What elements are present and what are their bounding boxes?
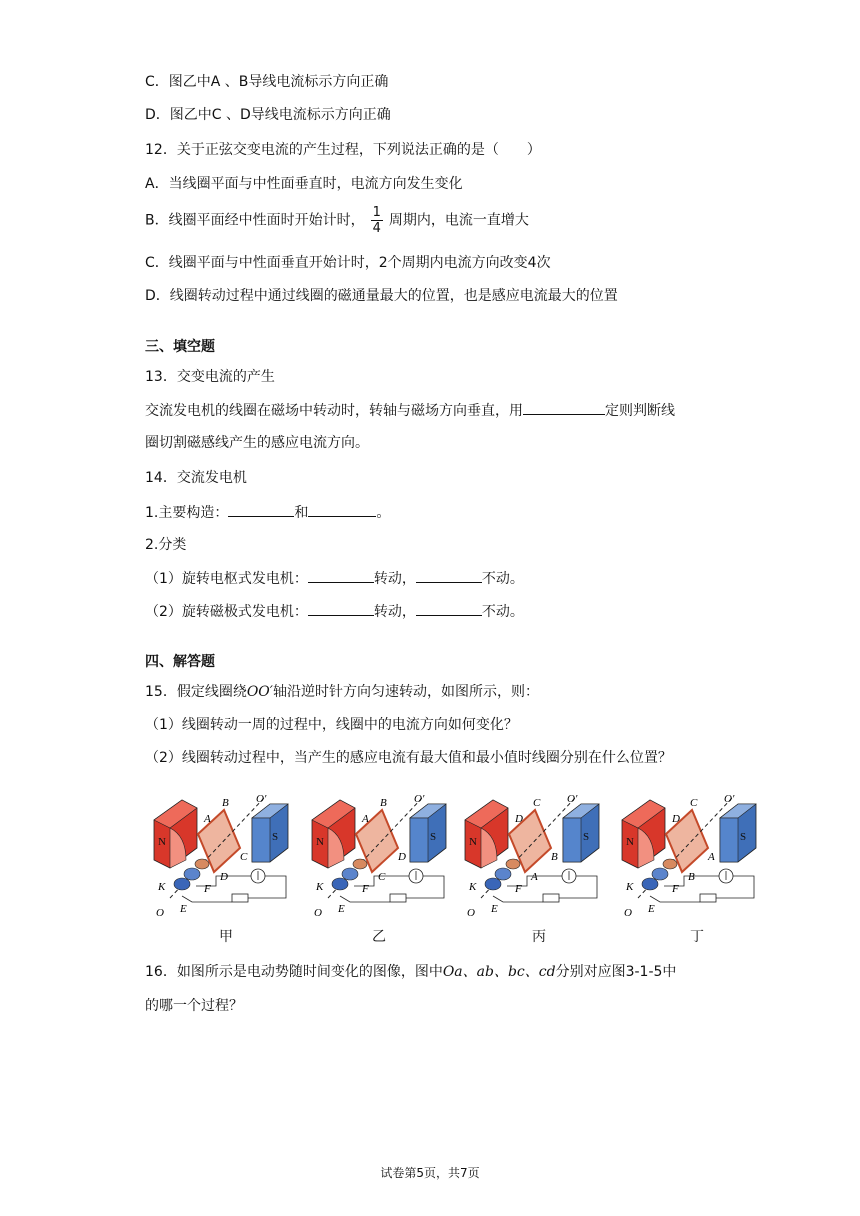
brush-e-label: E — [491, 903, 498, 915]
answer-blank — [308, 502, 376, 517]
q14-sub-1: （1）旋转电枢式发电机： 转动， 不动。 — [145, 568, 524, 589]
q11-option-c: C．图乙中A 、B导线电流标示方向正确 — [145, 74, 389, 90]
coil-corner-label: B — [380, 797, 387, 809]
section-3-title: 三、填空题 — [145, 339, 215, 355]
n-pole-label: N — [626, 836, 634, 848]
coil-corner-label: D — [672, 813, 680, 825]
axis-label: O′ — [724, 793, 735, 805]
q13-stem: 13．交变电流的产生 — [145, 369, 275, 385]
resistor — [390, 894, 406, 902]
q15-sub-1: （1）线圈转动一周的过程中，线圈中的电流方向如何变化？ — [145, 717, 518, 733]
q13-text-2: 圈切割磁感线产生的感应电流方向。 — [145, 435, 369, 451]
q11-option-d: D．图乙中C 、D导线电流标示方向正确 — [145, 107, 391, 123]
coil-corner-label: A — [362, 813, 369, 825]
s-pole-label: S — [430, 831, 437, 843]
q14-sub-2: （2）旋转磁极式发电机： 转动， 不动。 — [145, 601, 524, 622]
q14-item-1: 1.主要构造： 和 。 — [145, 502, 390, 523]
q12-stem: 12．关于正弦交变电流的产生过程，下列说法正确的是（ ） — [145, 142, 541, 158]
brush-f-label: F — [204, 883, 211, 895]
brush-e-label: E — [338, 903, 345, 915]
coil-corner-label: C — [378, 871, 386, 883]
q16-text-2: 的哪一个过程？ — [145, 998, 243, 1014]
brush-k-label: K — [626, 881, 634, 893]
coil-corner-label: A — [204, 813, 211, 825]
figure-caption-yi: 乙 — [372, 929, 386, 945]
q12-option-b: B．线圈平面经中性面时开始计时， $\frac{1}{4}$ 周期内，电流一直增大 — [145, 205, 529, 236]
origin-label: O — [467, 907, 475, 919]
axis-label: O′ — [567, 793, 578, 805]
q12-option-d: D．线圈转动过程中通过线圈的磁通量最大的位置，也是感应电流最大的位置 — [145, 288, 618, 304]
figure-caption-jia: 甲 — [219, 929, 233, 945]
q16-text-1: 16．如图所示是电动势随时间变化的图像，图中Oa、ab、bc、cd分别对应图3-1-5中 — [145, 964, 677, 980]
n-pole-label: N — [158, 836, 166, 848]
brush-k-label: K — [316, 881, 324, 893]
axis-label: O′ — [414, 793, 425, 805]
q14-item-2: 2.分类 — [145, 537, 187, 553]
answer-blank — [308, 601, 374, 616]
s-pole-label: S — [740, 831, 747, 843]
coil-corner-label: B — [688, 871, 695, 883]
answer-blank — [523, 400, 605, 415]
generator-figure-4 — [620, 790, 770, 920]
brush-k-label: K — [158, 881, 166, 893]
brush-e-label: E — [648, 903, 655, 915]
brush-k-label: K — [469, 881, 477, 893]
coil-corner-label: C — [533, 797, 541, 809]
page-footer: 试卷第5页，共7页 — [380, 1166, 480, 1180]
n-pole-label: N — [316, 836, 324, 848]
generator-figure-1 — [152, 790, 302, 920]
coil-corner-label: B — [551, 851, 558, 863]
axis-label: O′ — [256, 793, 267, 805]
coil-corner-label: B — [222, 797, 229, 809]
n-pole-label: N — [469, 836, 477, 848]
origin-label: O — [624, 907, 632, 919]
coil-corner-label: A — [531, 871, 538, 883]
coil-corner-label: A — [708, 851, 715, 863]
resistor — [232, 894, 248, 902]
brush-f-label: F — [672, 883, 679, 895]
resistor — [700, 894, 716, 902]
coil-corner-label: C — [690, 797, 698, 809]
s-pole-label: S — [583, 831, 590, 843]
q15-stem: 15．假定线圈绕OO′轴沿逆时针方向匀速转动，如图所示，则： — [145, 684, 539, 700]
figure-caption-ding: 丁 — [690, 929, 704, 945]
generator-figure-3 — [463, 790, 613, 920]
brush-f-label: F — [515, 883, 522, 895]
answer-blank — [308, 568, 374, 583]
brush-f-label: F — [362, 883, 369, 895]
coil-corner-label: C — [240, 851, 248, 863]
q15-sub-2: （2）线圈转动过程中，当产生的感应电流有最大值和最小值时线圈分别在什么位置？ — [145, 750, 672, 766]
brush-e-label: E — [180, 903, 187, 915]
coil-corner-label: D — [515, 813, 523, 825]
q14-stem: 14．交流发电机 — [145, 470, 247, 486]
coil-corner-label: D — [220, 871, 228, 883]
answer-blank — [416, 568, 482, 583]
section-4-title: 四、解答题 — [145, 654, 215, 670]
origin-label: O — [314, 907, 322, 919]
q12-option-a: A．当线圈平面与中性面垂直时，电流方向发生变化 — [145, 176, 463, 192]
resistor — [543, 894, 559, 902]
origin-label: O — [156, 907, 164, 919]
figure-caption-bing: 丙 — [532, 929, 546, 945]
coil-corner-label: D — [398, 851, 406, 863]
q12-option-c: C．线圈平面与中性面垂直开始计时，2个周期内电流方向改变4次 — [145, 255, 551, 271]
q13-text-1: 交流发电机的线圈在磁场中转动时，转轴与磁场方向垂直，用 定则判断线 — [145, 400, 675, 421]
s-pole-label: S — [272, 831, 279, 843]
generator-figure-2 — [310, 790, 460, 920]
answer-blank — [416, 601, 482, 616]
answer-blank — [228, 502, 294, 517]
fraction: $\frac{1}{4}$ — [372, 205, 381, 236]
